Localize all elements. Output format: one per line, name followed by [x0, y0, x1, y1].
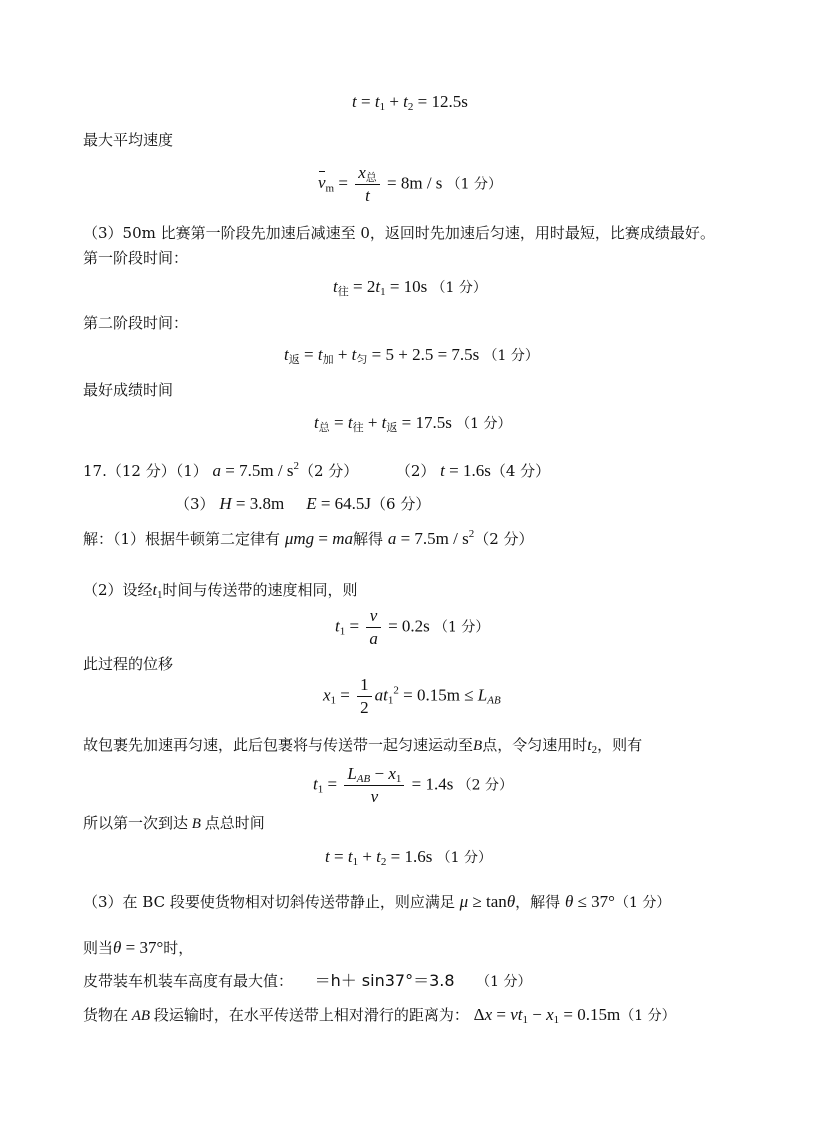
eq-value: 7.5m / s	[239, 461, 294, 480]
solution-text: 时间与传送带的速度相同，则	[162, 581, 358, 599]
condition-line: 则当θ = 37°时，	[83, 938, 194, 957]
equation-total-time-2: $t = t_1 + t_2 = 1.6s$ （1 分）	[325, 847, 492, 868]
label-max-average-speed: 最大平均速度	[83, 131, 174, 149]
solution-part2-intro: （2）设经$t_1$时间与传送带的速度相同，则	[83, 581, 358, 601]
solution-text: 所以第一次到达	[83, 814, 189, 832]
eq-value: 0.15m	[577, 1005, 621, 1024]
score-mark: （2 分）	[457, 777, 513, 794]
score-mark: （2 分）	[298, 462, 359, 480]
eq-value: 3.8m	[249, 494, 285, 513]
solution-text: 点，令匀速用时	[482, 736, 588, 754]
eq-value: 64.5J	[334, 494, 372, 513]
equation-t-fan: $t_返 = t_加 + t_匀 = 5 + 2.5 = 7.5s$ （1 分）	[284, 345, 539, 366]
equation-total-time: $t = t_1 + t_2 = 12.5s$	[352, 92, 468, 113]
score-mark: （1 分）	[614, 895, 671, 911]
eq-value: 7.5m / s	[414, 529, 469, 548]
solution-text: 皮带装车机装车高度有最大值：	[83, 972, 294, 990]
max-height-line	[83, 971, 531, 992]
solution-text: （2）设经	[83, 581, 153, 599]
eq-value: 37°	[139, 938, 164, 957]
eq-value: 1.4s	[425, 774, 454, 794]
score-mark: （1 分）	[620, 1008, 676, 1024]
eq-value: 12.5s	[431, 92, 468, 111]
eq-value: 0.15m	[416, 685, 460, 705]
equation-t1: $t_1$ = $\frac{v}{a}$ = 0.2s （1 分）	[335, 606, 490, 648]
label-stage2-time: 第二阶段时间：	[83, 314, 189, 332]
score-mark: （1 分）	[431, 280, 487, 296]
relative-slide-line: 货物在 AB 段运输时，在水平传送带上相对滑行的距离为： $\Delta x = vt_1 - x_1 = 0.15m(1$ 分）	[83, 1005, 676, 1026]
solution-text: 段运输时，在水平传送带上相对滑行的距离为：	[153, 1006, 469, 1024]
solution-part1: 解：（1）根据牛顿第二定律有 μmg = ma解得 $a = 7.5m / s^2(2$ 分）	[83, 528, 534, 548]
max-height-equation: ＝h＋ sin37°＝3.8	[314, 971, 455, 990]
solution-text: ，则有	[597, 736, 643, 754]
solution-part3: （3）在 BC 段要使货物相对切斜传送带静止，则应满足 μ ≥ tanθ，解得 θ ≤ 37°（1 分）	[83, 892, 671, 911]
q17-answer-line2: （3） H = 3.8m E = 64.5J（6 分）	[175, 494, 431, 513]
equation-x1: $x_1$ = $\frac{1}{2}$ $at_1^2 = 0.15m \le L_{AB}$	[323, 675, 501, 717]
score-mark: （4 分）	[490, 462, 551, 480]
solution-text: 时，	[163, 939, 194, 957]
eq-value: 1.6s	[404, 847, 433, 866]
solution-text: （3）在 BC 段要使货物相对切斜传送带静止，则应满足	[83, 893, 455, 911]
q17-part3-label: （3）	[175, 495, 215, 513]
label-best-time: 最好成绩时间	[83, 381, 174, 399]
score-mark: （1 分）	[476, 974, 532, 990]
q17-part2-label: （2）	[395, 462, 436, 480]
eq-value: 1.6s	[462, 461, 491, 480]
label-first-arrival: 所以第一次到达 B 点总时间	[83, 814, 265, 832]
score-mark: （1 分）	[446, 176, 503, 193]
q17-answer-line1: 17.（12 分）（1） $a = 7.5m / s^2(2$ 分） （2） t = 1.6s（4 分）	[83, 460, 551, 480]
eq-value: 0.2s	[401, 616, 430, 636]
solution-text: 点总时间	[204, 814, 265, 832]
part3-description: （3）50m 比赛第一阶段先加速后减速至 0，返回时先加速后匀速，用时最短，比赛成绩最好。	[83, 224, 715, 242]
score-mark: （1 分）	[456, 416, 512, 432]
solution-text: ，解得	[515, 893, 561, 911]
fraction-one-half: $\frac{1}{2}$	[357, 675, 372, 718]
solution-text: 货物在	[83, 1006, 129, 1024]
eq-value: 5 + 2.5 = 7.5s	[385, 345, 480, 364]
score-mark: （1 分）	[436, 850, 492, 866]
score-mark: （1 分）	[483, 348, 539, 364]
score-mark: （1 分）	[434, 619, 490, 636]
equation-t-zong: $t_总 = t_往 + t_返 = 17.5s$ （1 分）	[314, 413, 512, 434]
equation-max-avg-velocity: $v_m$ = $\frac{x_总}{t}$ = 8m / s （1 分）	[318, 163, 503, 205]
label-displacement: 此过程的位移	[83, 655, 174, 673]
solution-text: 则当	[83, 939, 114, 957]
solution-text: 解得	[353, 530, 384, 548]
score-mark: （2 分）	[474, 530, 534, 548]
solution-part2-continue: 故包裹先加速再匀速，此后包裹将与传送带一起匀速运动至B点，令匀速用时$t_2$，则有	[83, 736, 643, 756]
eq-value: 17.5s	[415, 413, 452, 432]
eq-value: 37°	[591, 892, 615, 911]
label-stage1-time: 第一阶段时间：	[83, 249, 189, 267]
eq-value: 8m / s	[400, 173, 443, 193]
eq-value: 10s	[403, 277, 428, 296]
solution-text: 解：（1）根据牛顿第二定律有	[83, 530, 281, 548]
equation-t-wang: $t_往 = 2t_1 = 10s$ （1 分）	[333, 277, 487, 298]
score-mark: （6 分）	[371, 495, 431, 513]
q17-header: 17.（12 分）（1）	[83, 462, 208, 480]
solution-text: 故包裹先加速再匀速，此后包裹将与传送带一起匀速运动至	[83, 736, 474, 754]
fraction-v-over-a: $\frac{v}{a}$	[366, 606, 381, 649]
equation-t2: $t_1$ = $\frac{L_{AB} - x_1}{v}$ = 1.4s （2 分）	[313, 764, 513, 806]
fraction-lab-minus-x1-over-v: $\frac{L_{AB} - x_1}{v}$	[344, 764, 404, 807]
fraction-x-over-t: $\frac{x_总}{t}$	[355, 163, 380, 206]
